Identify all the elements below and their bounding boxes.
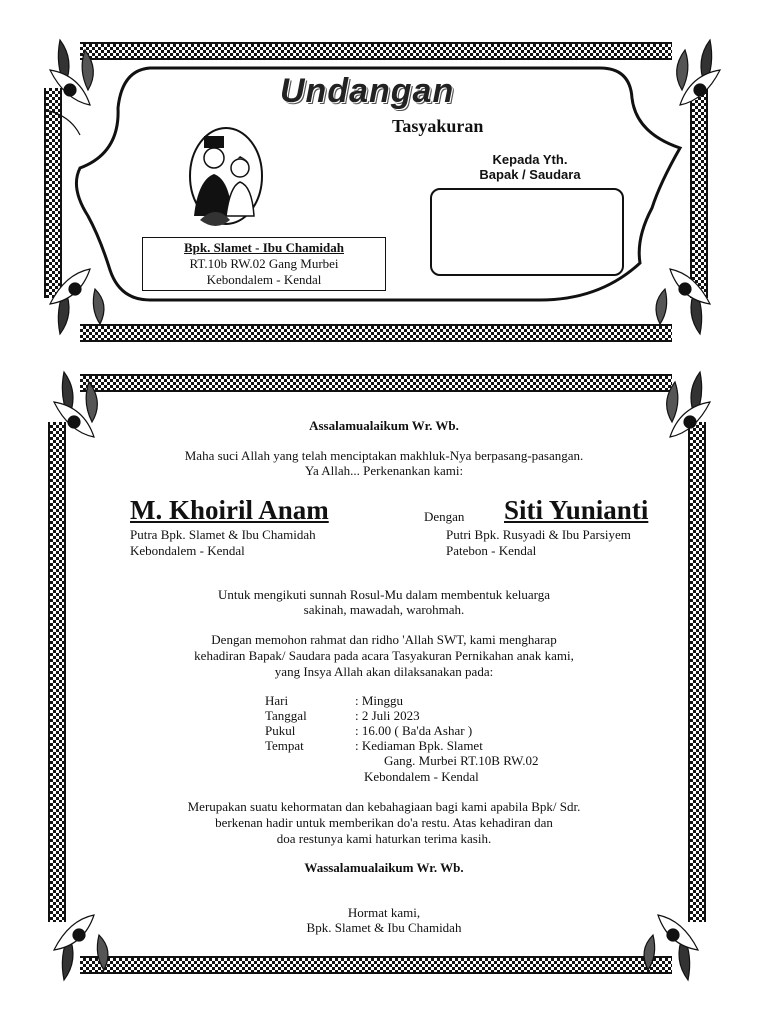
detail-row-time — [265, 723, 483, 738]
venue-line2: Gang. Murbei RT.10B RW.02 — [384, 753, 539, 768]
detail-label: Tempat — [265, 738, 304, 753]
groom-name: M. Khoiril Anam — [130, 495, 329, 525]
event-details — [265, 693, 483, 753]
paragraph2-line1: Dengan memohon rahmat dan ridho 'Allah SWT, kami mengharap — [211, 632, 557, 647]
letter-border-bottom — [80, 956, 672, 974]
floral-ornament-bottom-right — [630, 234, 720, 344]
detail-row-day — [265, 693, 483, 708]
recipient-address-box — [430, 188, 624, 276]
paragraph2-line2: kehadiran Bapak/ Saudara pada acara Tasyakuran Pernikahan anak kami, — [194, 648, 574, 663]
recipient-label — [450, 152, 610, 182]
detail-label: Hari — [265, 693, 289, 708]
detail-label: Tanggal — [265, 708, 307, 723]
invitation-subtitle: Tasyakuran — [392, 116, 484, 136]
closing-line1: Merupakan suatu kehormatan dan kebahagiaan bagi kami apabila Bpk/ Sdr. — [187, 799, 581, 814]
envelope-section — [40, 38, 712, 344]
detail-value: : 2 Juli 2023 — [355, 708, 420, 723]
closing-line3: doa restunya kami haturkan terima kasih. — [276, 831, 492, 846]
letter-border-top — [80, 374, 672, 392]
paragraph1-line1: Untuk mengikuti sunnah Rosul-Mu dalam membentuk keluarga — [218, 587, 550, 602]
detail-value: : Kediaman Bpk. Slamet — [355, 738, 483, 753]
host-address-line2: Kebondalem - Kendal — [206, 272, 322, 287]
host-name: Bpk. Slamet - Ibu Chamidah — [183, 240, 345, 255]
recipient-line1: Kepada Yth. — [492, 152, 568, 167]
couple-portrait-icon — [186, 124, 266, 234]
paragraph2-line3: yang Insya Allah akan dilaksanakan pada: — [274, 664, 494, 679]
bride-place: Patebon - Kendal — [446, 543, 537, 558]
closing-line2: berkenan hadir untuk memberikan do'a restu. Atas kehadiran dan — [215, 815, 553, 830]
host-info-box — [142, 237, 386, 291]
floral-ornament-top-right — [640, 30, 730, 140]
venue-line3: Kebondalem - Kendal — [364, 769, 479, 784]
bride-name: Siti Yunianti — [504, 495, 649, 525]
intro-line1: Maha suci Allah yang telah menciptakan makhluk-Nya berpasang-pasangan. — [184, 448, 584, 463]
signoff-line2: Bpk. Slamet & Ibu Chamidah — [306, 920, 462, 935]
recipient-line2: Bapak / Saudara — [479, 167, 581, 182]
detail-row-date — [265, 708, 483, 723]
floral-ornament-bottom-left — [40, 234, 130, 344]
floral-ornament-top-left — [40, 30, 130, 140]
intro-line2: Ya Allah... Perkenankan kami: — [304, 463, 464, 478]
detail-row-place — [265, 738, 483, 753]
detail-value: : 16.00 ( Ba'da Ashar ) — [355, 723, 473, 738]
farewell: Wassalamualaikum Wr. Wb. — [304, 860, 464, 875]
host-address-line1: RT.10b RW.02 Gang Murbei — [189, 256, 339, 271]
greeting: Assalamualaikum Wr. Wb. — [309, 418, 459, 433]
signoff-line1: Hormat kami, — [347, 905, 421, 920]
connector-word: Dengan — [424, 509, 465, 524]
bride-parents: Putri Bpk. Rusyadi & Ibu Parsiyem — [446, 527, 631, 542]
invitation-title: Undangan — [280, 72, 455, 110]
detail-value: : Minggu — [355, 693, 404, 708]
detail-label: Pukul — [265, 723, 296, 738]
groom-parents: Putra Bpk. Slamet & Ibu Chamidah — [130, 527, 316, 542]
groom-place: Kebondalem - Kendal — [130, 543, 245, 558]
paragraph1-line2: sakinah, mawadah, warohmah. — [303, 602, 465, 617]
